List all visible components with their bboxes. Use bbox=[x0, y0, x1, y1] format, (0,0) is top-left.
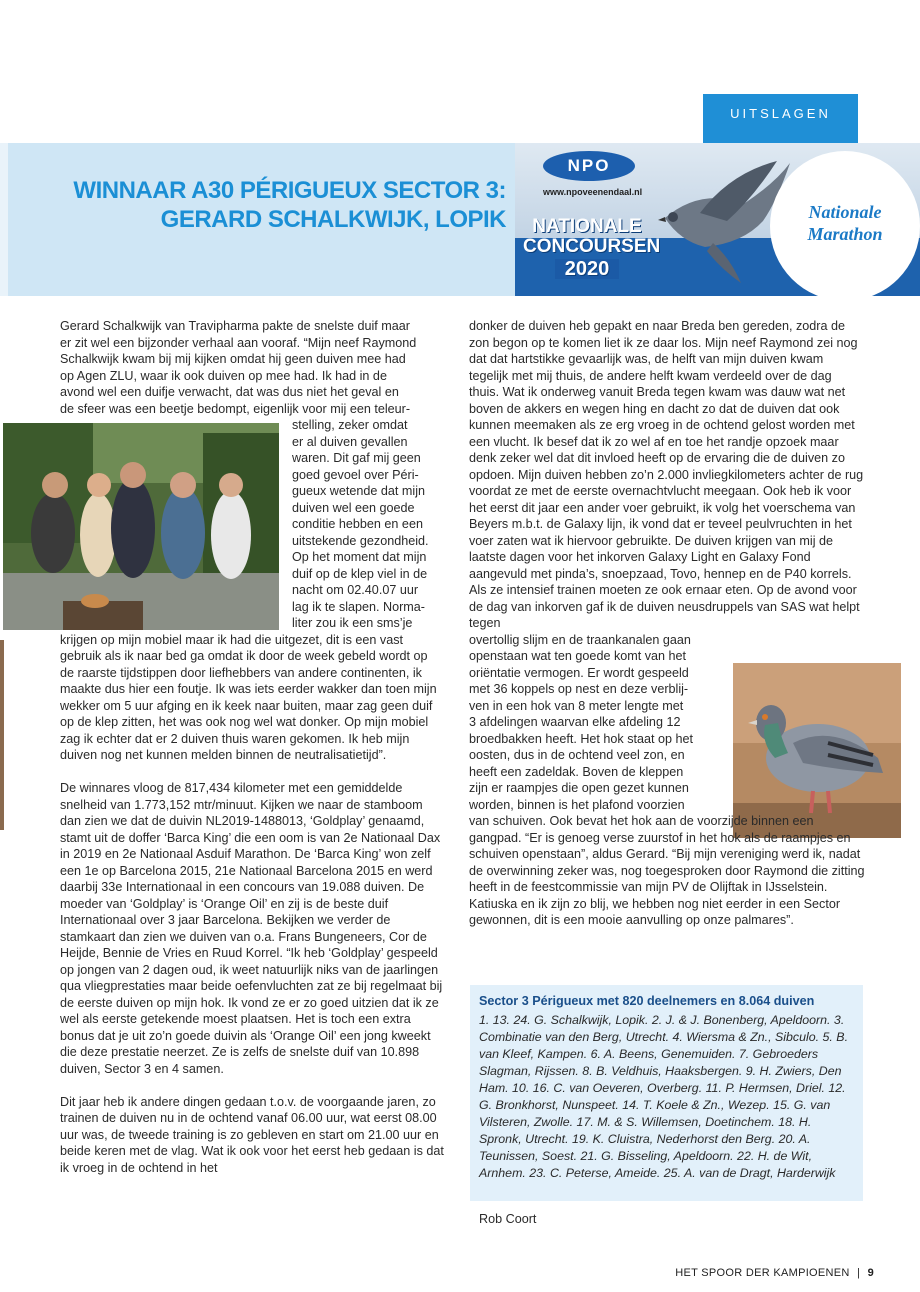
wrap-line: met 36 koppels op nest en deze verblij- bbox=[469, 682, 689, 696]
title-line-2: GERARD SCHALKWIJK, LOPIK bbox=[160, 206, 506, 233]
col1-line: er zit wel een bijzonder verhaal aan vooraf. “Mijn neef Raymond bbox=[60, 335, 417, 350]
wrap-line: worden, binnen is het plafond voorzien bbox=[469, 797, 685, 812]
article-column-1 bbox=[60, 318, 445, 1193]
page-title bbox=[73, 176, 506, 234]
wrap-line: 3 afdelingen waarvan elke afdeling 12 bbox=[469, 715, 681, 729]
banner-line-2: CONCOURSEN bbox=[523, 236, 661, 257]
col1-line: Schalkwijk kwam bij mij kijken omdat hij geen duiven mee had bbox=[60, 352, 406, 366]
results-heading: Sector 3 Périgueux met 820 deelnemers en 8.064 duiven bbox=[479, 994, 815, 1008]
paragraph: krijgen op mijn mobiel maar ik had die uitgezet, dit is een vast gebruik als ik naar bed ga omdat ik door de week gebeld wordt op de raarste tijdstippen door liefhebbers van andere continenten, ik maakte dus hier een foutje. Ik was iets eerder wakker dan toen mijn wekker om 5 uur afging en ik keek naar buiten, maar zag geen duif op de klep zitten, het was ook nog wel wat donker. Op mijn mobiel zag ik echter dat er 2 duiven thuis waren gekomen. Ik heb mijn duiven nog net kunnen melden binnen de neutralisatietijd”. bbox=[60, 632, 437, 762]
paragraph: donker de duiven heb gepakt en naar Breda ben gereden, zodra de zon begon op te komen liet ik ze daar los. Mijn neef Raymond zei nog dat dat hartstikke gevaarlijk was, de helft van mijn duiven kwam tegelijk met mij thuis, de andere helft kwam verdeeld over de dag thuis. Wat ik onderweg vanuit Breda tegen kwam was dauw wat net boven de akkers en wegen hing en dacht zo dat de duiven dat ook kunnen meemaken als ze erg vroeg in de ochtend gelost worden met een vlucht. Ik besef dat ik zo wel af en toe het randje opzoek maar denk zeker wel dat dit invloed heeft op de ervaring die de duiven zo opdoen. Mijn duiven hebben zo’n 2.000 invliegkilometers achter de rug voordat ze met de eerste overnachtvlucht meegaan. Ook heb ik voor het eerst dit jaar een ander voer gebruikt, ik volg het voerschema van Beyers m.b.t. de Galaxy lijn, ik vond dat er teveel peulvruchten in het voer zaten wat ik hiervoor gebruikte. De duiven krijgen van mij de laatste dagen voor het inkorven Galaxy Light en Galaxy Fond aangevuld met pinda’s, snoepzaad, Tovo, hennep en de P40 korrels. Als ze intensief trainen moeten ze ook ernaar eten. Op de avond voor de dag van inkorven gaf ik de duiven neusdruppels van SAS wat helpt tegen bbox=[469, 319, 864, 630]
wrap-line: openstaan wat ten goede komt van het bbox=[469, 649, 687, 663]
page-footer bbox=[675, 1267, 874, 1279]
paragraph: van schuiven. Ook bevat het hok aan de voorzijde binnen een gangpad. “Er is genoeg verse zuurstof in het hok als de raampjes en schuiven openstaan”, aldus Gerard. “Bij mijn vereniging werd ik, nadat de overwinning zeker was, nog toegesproken door Raymond die zitting heeft in de feestcommissie van mijn PV de Olijftak in IJsselstein. Katiuska en ik zijn zo blij, we hebben nog niet eerder in een Sector gewonnen, dit is een mooie aanvulling op onze palmares”. bbox=[469, 814, 865, 927]
title-line-1: WINNAAR A30 PÉRIGUEUX SECTOR 3: bbox=[73, 177, 506, 204]
wrap-line: Op het moment dat mijn bbox=[292, 550, 427, 564]
wrap-line: goed gevoel over Péri- bbox=[292, 467, 419, 482]
banner-line-1: NATIONALE bbox=[532, 216, 642, 237]
wrap-line: oosten, dus in de ochtend veel zon, en bbox=[469, 748, 685, 762]
results-list: 1. 13. 24. G. Schalkwijk, Lopik. 2. J. & J. Bonenberg, Apeldoorn. 3. Combinatie van den Berg, Utrecht. 4. Wiersma & Zn., Sibculo. 5. B. van Kleef, Kampen. 6. A. Beens, Genemuiden. 7. Gebroeders Slagman, Rijssen. 8. B. Veldhuis, Haaksbergen. 9. H. Zwiers, Den Ham. 10. 16. C. van Oeveren, Overberg. 11. P. Hermsen, Driel. 12. G. Bronkhorst, Nunspeet. 14. T. Koele & Zn., Wezep. 15. G. van Vilsteren, Zwolle. 17. M. & S. Willemsen, Doetinchem. 18. H. Spronk, Utrecht. 19. K. Cluistra, Nederhorst den Berg. 20. A. Teunissen, Soest. 21. G. Bisseling, Apeldoorn. 22. H. de Wit, Arnhem. 23. C. Peterse, Ameide. 25. A. van de Dragt, Harderwijk bbox=[479, 1013, 849, 1180]
footer-separator: | bbox=[857, 1267, 861, 1279]
col1-line: avond wel een duifje verwacht, dat was dus niet het geval en bbox=[60, 385, 399, 399]
header-edge bbox=[0, 143, 8, 296]
wrap-line: broedbakken heeft. Het hok staat op het bbox=[469, 731, 694, 746]
page-number: 9 bbox=[867, 1267, 874, 1279]
wrap-line: lag ik te slapen. Norma- bbox=[292, 599, 425, 614]
wrap-line: conditie hebben en een bbox=[292, 517, 423, 531]
wrap-line: er al duiven gevallen bbox=[292, 434, 408, 449]
nationale-marathon-badge bbox=[770, 151, 920, 296]
author: Rob Coort bbox=[479, 1212, 537, 1226]
wrap-line: duif op de klep viel in de bbox=[292, 566, 428, 581]
wrap-line: overtollig slijm en de traankanalen gaan bbox=[469, 632, 691, 647]
npo-logo: NPO bbox=[543, 151, 635, 181]
wrap-line: heeft een zadeldak. Boven de kleppen bbox=[469, 764, 684, 779]
wrap-line: ven in een hok van 8 meter lengte met bbox=[469, 698, 684, 713]
npo-url: www.npoveenendaal.nl bbox=[543, 187, 643, 197]
wrap-line: uitstekende gezondheid. bbox=[292, 533, 429, 548]
wrap-line: oriëntatie vermogen. Er wordt gespeeld bbox=[469, 665, 689, 680]
wrap-line: stelling, zeker omdat bbox=[292, 418, 408, 432]
magazine-name: HET SPOOR DER KAMPIOENEN bbox=[675, 1267, 850, 1279]
paragraph: De winnares vloog de 817,434 kilometer met een gemiddelde snelheid van 1.773,152 mtr/minuut. Kijken we naar de stamboom dan zien we dat de duivin NL2019-1488013, ‘Goldplay’ genaamd, stamt uit de doffer ‘Barca King’ die een oom is van 2e Nationaal Dax in 2019 en 2e Nationaal Asduif Marathon. De ‘Barca King’ won zelf een 1e op Barcelona 2015, 21e Nationaal Barcelona 2015 en werd daarbij 33e Internationaal in een concours van 19.088 duiven. De moeder van ‘Goldplay’ is ‘Orange Oil’ en zij is de beste duif Internationaal over 3 jaar Barcelona. Bekijken we verder de stamkaart dan zien we duiven van o.a. Frans Bungeneers, Cor de Heijde, Bennie de Vries en Ruud Korrel. “Ik heb ‘Goldplay’ gespeeld op jongen van 2 dagen oud, ik weet natuurlijk niks van de jaarlingen qua vliegprestaties maar beide oefenvluchten zat ze bij regelmaat bij de eerste duiven op mijn hok. Ik vond ze er zo goed uitzien dat ik ze wel als eerste getekende moest plaatsen. Het is toch een extra bonus dat je uit zo’n goede duivin als ‘Orange Oil’ een jong kweekt die deze prestatie neerzet. Ze is zelfs de snelste duif van 10.898 duiven, Sector 3 en 4 samen. bbox=[60, 781, 443, 1076]
col1-line: de sfeer was een beetje bedompt, eigenlijk voor mij een teleur- bbox=[60, 401, 411, 416]
badge-line-1: Nationale bbox=[808, 202, 882, 222]
page-edge-image bbox=[0, 640, 4, 830]
results-box bbox=[470, 985, 863, 1201]
col1-line: op Agen ZLU, waar ik ook duiven op mee had. Ik had in de bbox=[60, 368, 387, 383]
col1-line: Gerard Schalkwijk van Travipharma pakte de snelste duif maar bbox=[60, 319, 410, 333]
wrapped-text-beside-photo bbox=[60, 417, 445, 632]
section-tab bbox=[703, 94, 858, 144]
badge-line-2: Marathon bbox=[807, 224, 883, 244]
competition-banner bbox=[515, 143, 920, 296]
wrap-line: gueux wetende dat mijn bbox=[292, 484, 426, 498]
nationale-concoursen-label bbox=[523, 216, 661, 280]
wrapped-text-beside-pigeon bbox=[469, 632, 731, 814]
wrap-line: liter zou ik een sms’je bbox=[292, 616, 413, 630]
wrap-line: nacht om 02.40.07 uur bbox=[292, 583, 419, 597]
section-label: UITSLAGEN bbox=[730, 106, 831, 121]
wrap-line: duiven wel een goede bbox=[292, 500, 415, 515]
wrap-line: waren. Dit gaf mij geen bbox=[292, 451, 421, 465]
banner-year: 2020 bbox=[555, 259, 620, 279]
wrap-line: zijn er raampjes die open gezet kunnen bbox=[469, 781, 689, 795]
article-column-2 bbox=[469, 318, 865, 929]
paragraph: Dit jaar heb ik andere dingen gedaan t.o.v. de voorgaande jaren, zo trainen de duiven nu in de ochtend vanaf 06.00 uur, wat eerst 08.00 uur was, de tweede training is zo gebleven en start om 21.00 uur en beide keren met de vlag. Wat ik ook voor het eerst heb gedaan is dat ik vroeg in de ochtend in het bbox=[60, 1094, 444, 1175]
